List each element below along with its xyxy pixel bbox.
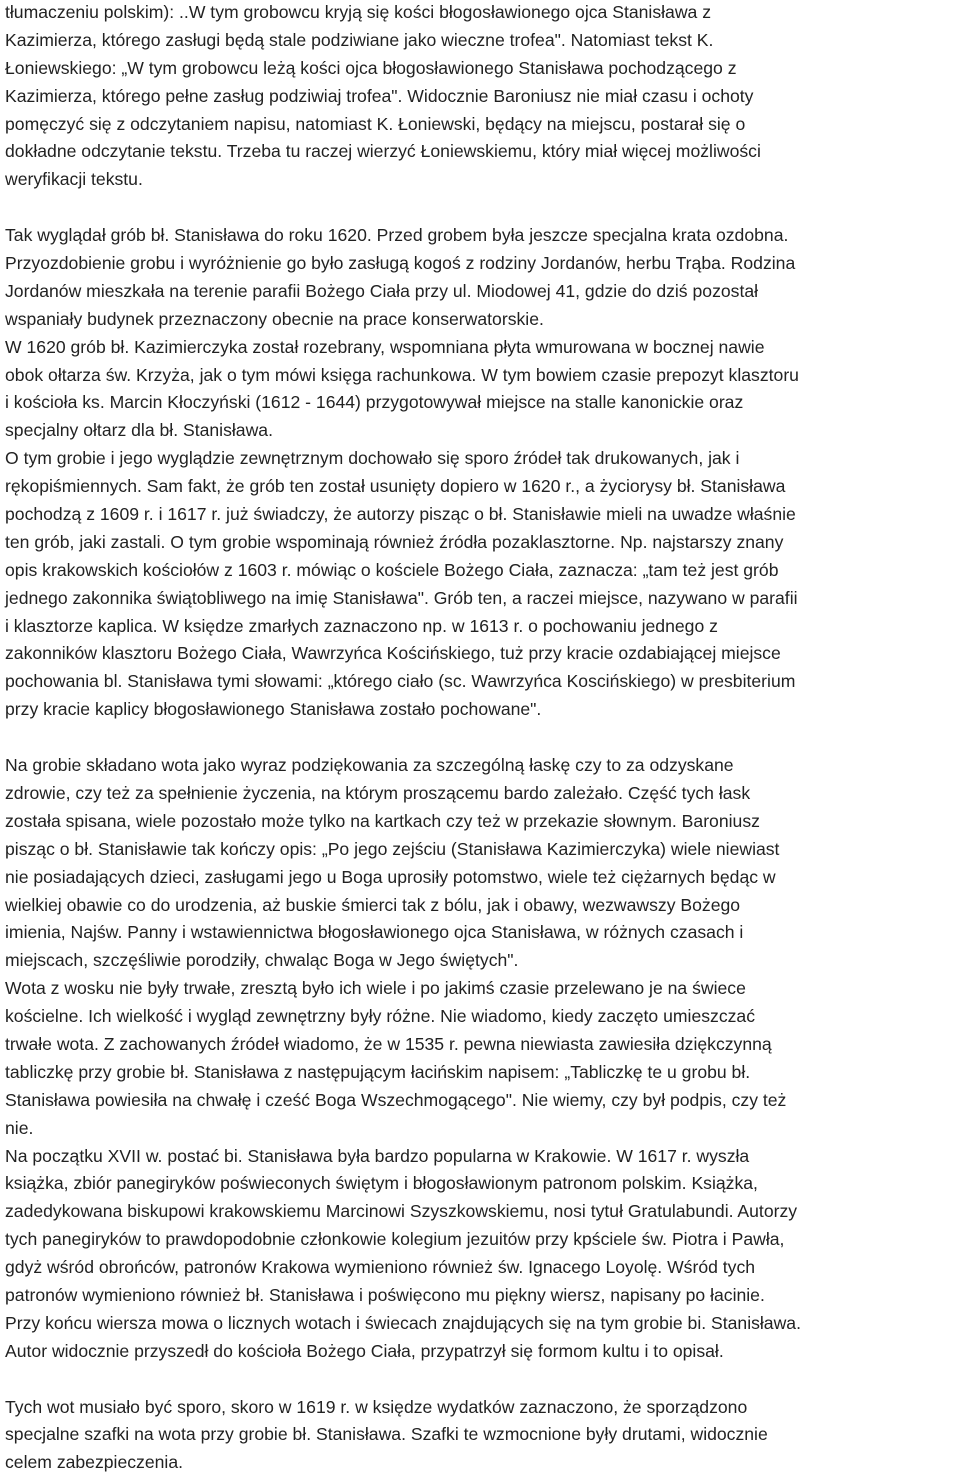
text-line: została spisana, wiele pozostało może tylko na kartkach czy też w przekazie słownym. Baroniusz [5, 810, 760, 831]
text-line: imienia, Najśw. Panny i wstawiennictwa błogosławionego ojca Stanisława, w różnych czasach i [5, 922, 744, 943]
text-line: zdrowie, czy też za spełnienie życzenia, na którym proszącemu bardo zależało. Część tych łask [5, 782, 751, 803]
text-line: gdyż wśród obrońców, patronów Krakowa wymieniono również św. Ignacego Loyolę. Wśród tych [5, 1257, 756, 1278]
text-line: dokładne odczytanie tekstu. Trzeba tu raczej wierzyć Łoniewskiemu, który miał więcej możliwości [5, 141, 761, 162]
text-line: Na początku XVII w. postać bi. Stanisława była bardzo popularna w Krakowie. W 1617 r. wyszła [5, 1145, 750, 1166]
text-line: i klasztorze kaplica. W księdze zmarłych zaznaczono np. w 1613 r. o pochowaniu jednego z [5, 615, 718, 636]
paragraph-gap [5, 1366, 960, 1394]
text-line: nie. [5, 1117, 34, 1138]
text-line: nie posiadających dzieci, zasługami jego u Boga uprosiły potomstwo, wiele też ciężarnych będąc w [5, 866, 776, 887]
text-line: weryfikacji tekstu. [5, 169, 143, 190]
text-line: W 1620 grób bł. Kazimierczyka został rozebrany, wspomniana płyta wmurowana w bocznej nawie [5, 336, 765, 357]
text-line: Stanisława powiesiła na chwałę i cześć Boga Wszechmogącego". Nie wiemy, czy był podpis, czy też [5, 1089, 787, 1110]
text-line: Autor widocznie przyszedł do kościoła Bożego Ciała, przypatrzył się formom kultu i to opisał. [5, 1340, 724, 1361]
text-line: celem zabezpieczenia. [5, 1452, 183, 1473]
text-line: Wota z wosku nie były trwałe, zresztą było ich wiele i po jakimś czasie przelewano je na świece [5, 978, 746, 999]
text-line: O tym grobie i jego wyglądzie zewnętrznym dochowało się sporo źródeł tak drukowanych, jak i [5, 448, 740, 469]
paragraph-2 [5, 222, 960, 724]
text-line: tłumaczeniu polskim): ..W tym grobowcu kryją się kości błogosławionego ojca Stanisława z [5, 2, 711, 22]
text-line: i kościoła ks. Marcin Kłoczyński (1612 - 1644) przygotowywał miejsce na stalle kanonickie oraz [5, 392, 744, 413]
paragraph-4 [5, 1394, 960, 1478]
paragraph-gap [5, 724, 960, 752]
text-line: pomęczyć się z odczytaniem napisu, natomiast K. Łoniewski, będący na miejscu, postarał się o [5, 113, 746, 134]
text-line: wspaniały budynek przeznaczony obecnie na prace konserwatorskie. [5, 308, 544, 329]
text-line: kościelne. Ich wielkość i wygląd zewnętrzny były różne. Nie wiadomo, kiedy zaczęto umieszczać [5, 1006, 755, 1027]
text-line: patronów wymieniono również bł. Stanisława i poświęcono mu piękny wiersz, napisany po łacinie. [5, 1284, 765, 1305]
text-line: miejscach, szczęśliwie porodziły, chwaląc Boga w Jego świętych". [5, 950, 519, 971]
text-line: zadedykowana biskupowi krakowskiemu Marcinowi Szyszkowskiemu, nosi tytuł Gratulabundi. Autorzy [5, 1201, 798, 1222]
text-line: pisząc o bł. Stanisławie tak kończy opis: „Po jego zejściu (Stanisława Kazimierczyka) wiele niewiast [5, 838, 780, 859]
text-line: przy kracie kaplicy błogosławionego Stanisława zostało pochowane". [5, 699, 542, 720]
text-line: tych panegiryków to prawdopodobnie członkowie kolegium jezuitów przy kpściele św. Piotra i Pawła, [5, 1229, 785, 1250]
text-line: jednego zakonnika świątobliwego na imię Stanisława". Grób ten, a raczei miejsce, nazywano w parafii [5, 587, 798, 608]
text-line: Jordanów mieszkała na terenie parafii Bożego Ciała przy ul. Miodowej 41, gdzie do dziś pozostał [5, 280, 759, 301]
text-line: książka, zbiór panegiryków poświeconych świętym i błogosławionym patronom polskim. Książka, [5, 1173, 758, 1194]
text-line: Przy końcu wiersza mowa o licznych wotach i świecach znajdujących się na tym grobie bi. Stanisława. [5, 1312, 801, 1333]
text-line: pochodzą z 1609 r. i 1617 r. już świadczy, że autorzy pisząc o bł. Stanisławie mieli na uwadze właśnie [5, 504, 796, 525]
text-line: Łoniewskiego: „W tym grobowcu leżą kości ojca błogosławionego Stanisława pochodzącego z [5, 57, 737, 78]
paragraph-1 [5, 0, 960, 194]
text-line: Kazimierza, którego pełne zasług podziwiaj trofea". Widocznie Baroniusz nie miał czasu i ochoty [5, 85, 754, 106]
text-line: tabliczkę przy grobie bł. Stanisława z następującym łacińskim napisem: „Tabliczkę te u grobu bł. [5, 1061, 751, 1082]
text-line: trwałe wota. Z zachowanych źródeł wiadomo, że w 1535 r. pewna niewiasta zawiesiła dziękczynną [5, 1033, 772, 1054]
text-line: specjalne szafki na wota przy grobie bł. Stanisława. Szafki te wzmocnione były drutami, widocznie [5, 1424, 768, 1445]
text-line: ten grób, jaki zastali. O tym grobie wspominają również źródła pozaklasztorne. Np. najstarszy znany [5, 531, 784, 552]
text-line: pochowania bl. Stanisława tymi słowami: „którego ciało (sc. Wawrzyńca Koscińskiego) w presbiterium [5, 671, 796, 692]
text-line: wielkiej obawie co do urodzenia, aż buskie śmierci tak z bólu, jak i obawy, wezwawszy Bożego [5, 894, 741, 915]
text-line: specjalny ołtarz dla bł. Stanisława. [5, 420, 273, 441]
paragraph-3 [5, 752, 960, 1366]
text-line: rękopiśmiennych. Sam fakt, że grób ten został usunięty dopiero w 1620 r., a życiorysy bł. Stanisława [5, 476, 786, 497]
text-line: obok ołtarza św. Krzyża, jak o tym mówi księga rachunkowa. W tym bowiem czasie prepozyt klasztoru [5, 364, 799, 385]
text-line: Tak wyglądał grób bł. Stanisława do roku 1620. Przed grobem była jeszcze specjalna krata ozdobna. [5, 225, 789, 246]
text-line: Kazimierza, którego zasługi będą stale podziwiane jako wieczne trofea". Natomiast tekst K. [5, 29, 714, 50]
text-line: Na grobie składano wota jako wyraz podziękowania za szczególną łaskę czy to za odzyskane [5, 755, 734, 776]
paragraph-gap [5, 194, 960, 222]
text-line: opis krakowskich kościołów z 1603 r. mówiąc o kościele Bożego Ciała, zaznacza: „tam też jest grób [5, 559, 779, 580]
text-line: Przyozdobienie grobu i wyróżnienie go było zasługą kogoś z rodziny Jordanów, herbu Trąba. Rodzina [5, 253, 796, 274]
text-line: Tych wot musiało być sporo, skoro w 1619 r. w księdze wydatków zaznaczono, że sporządzono [5, 1396, 748, 1417]
text-line: zakonników klasztoru Bożego Ciała, Wawrzyńca Kościńskiego, tuż przy kracie ozdabiającej miejsce [5, 643, 781, 664]
